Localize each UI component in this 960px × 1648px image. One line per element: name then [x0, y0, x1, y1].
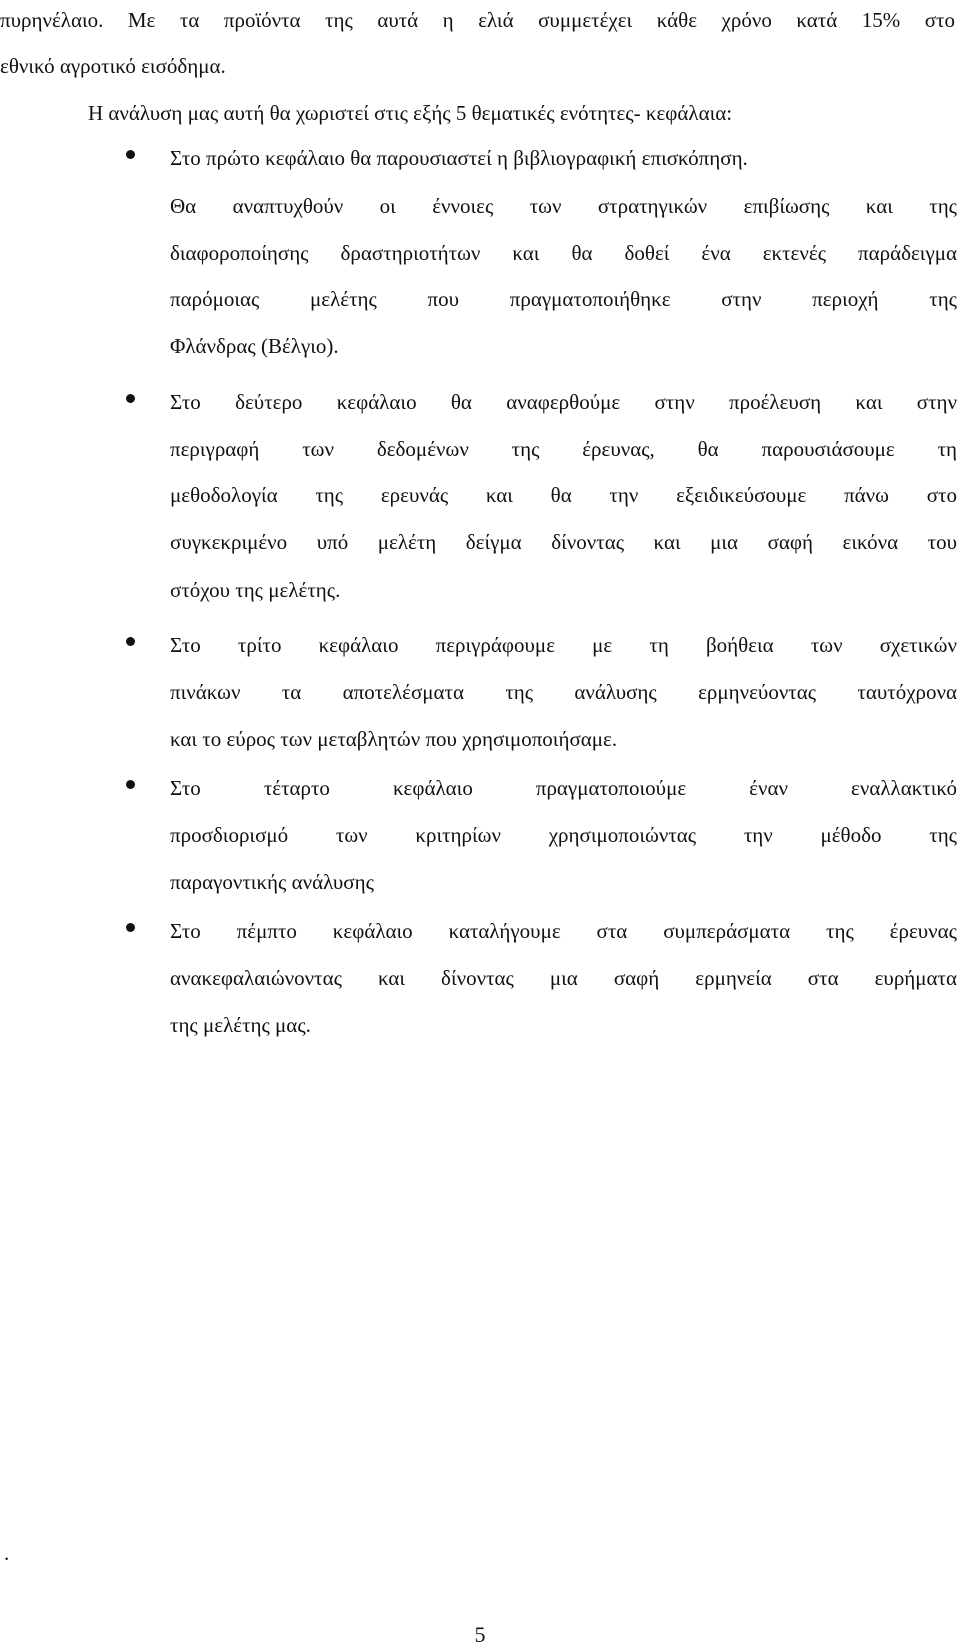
bullet-icon [126, 394, 135, 403]
chapter-1-line-5: Φλάνδρας (Βέλγιο). [170, 334, 339, 358]
chapter-2-line-3: μεθοδολογία της ερευνάς και θα την εξειδικεύσουμε πάνω στο [170, 483, 957, 507]
chapter-3-line-1: Στο τρίτο κεφάλαιο περιγράφουμε με τη βοήθεια των σχετικών [170, 633, 957, 657]
page-number: 5 [474, 1622, 486, 1647]
chapter-3-line-3: και το εύρος των μεταβλητών που χρησιμοποιήσαμε. [170, 727, 618, 751]
chapter-5-line-2: ανακεφαλαιώνοντας και δίνοντας μια σαφή ερμηνεία στα ευρήματα [170, 966, 957, 990]
chapter-2-line-4: συγκεκριμένο υπό μελέτη δείγμα δίνοντας και μια σαφή εικόνα του [170, 530, 957, 554]
stray-mark: . [4, 1541, 10, 1565]
intro-line-1: πυρηνέλαιο. Με τα προϊόντα της αυτά η ελιά συμμετέχει κάθε χρόνο κατά 15% στο [0, 8, 955, 32]
chapter-1-line-2: Θα αναπτυχθούν οι έννοιες των στρατηγικών επιβίωσης και της [170, 194, 957, 218]
intro-line-2: εθνικό αγροτικό εισόδημα. [0, 54, 226, 78]
chapter-3-line-2: πινάκων τα αποτελέσματα της ανάλυσης ερμηνεύοντας ταυτόχρονα [170, 680, 957, 704]
bullet-icon [126, 780, 135, 789]
chapter-5-line-3: της μελέτης μας. [170, 1013, 311, 1037]
chapter-2-line-2: περιγραφή των δεδομένων της έρευνας, θα παρουσιάσουμε τη [170, 437, 957, 461]
chapter-2-line-5: στόχου της μελέτης. [170, 578, 341, 602]
chapter-2-line-1: Στο δεύτερο κεφάλαιο θα αναφερθούμε στην προέλευση και στην [170, 390, 957, 414]
chapter-5-line-1: Στο πέμπτο κεφάλαιο καταλήγουμε στα συμπεράσματα της έρευνας [170, 919, 957, 943]
chapter-4-line-1: Στο τέταρτο κεφάλαιο πραγματοποιούμε έναν εναλλακτικό [170, 776, 957, 800]
bullet-icon [126, 923, 135, 932]
chapter-4-line-2: προσδιορισμό των κριτηρίων χρησιμοποιώντας την μέθοδο της [170, 823, 957, 847]
chapter-1-line-3: διαφοροποίησης δραστηριοτήτων και θα δοθεί ένα εκτενές παράδειγμα [170, 241, 957, 265]
chapter-1-line-1: Στο πρώτο κεφάλαιο θα παρουσιαστεί η βιβλιογραφική επισκόπηση. [170, 146, 748, 170]
chapter-4-line-3: παραγοντικής ανάλυσης [170, 870, 374, 894]
chapter-1-line-4: παρόμοιας μελέτης που πραγματοποιήθηκε στην περιοχή της [170, 287, 957, 311]
bullet-icon [126, 150, 135, 159]
section-intro: Η ανάλυση μας αυτή θα χωριστεί στις εξής 5 θεματικές ενότητες- κεφάλαια: [88, 101, 733, 125]
bullet-icon [126, 637, 135, 646]
